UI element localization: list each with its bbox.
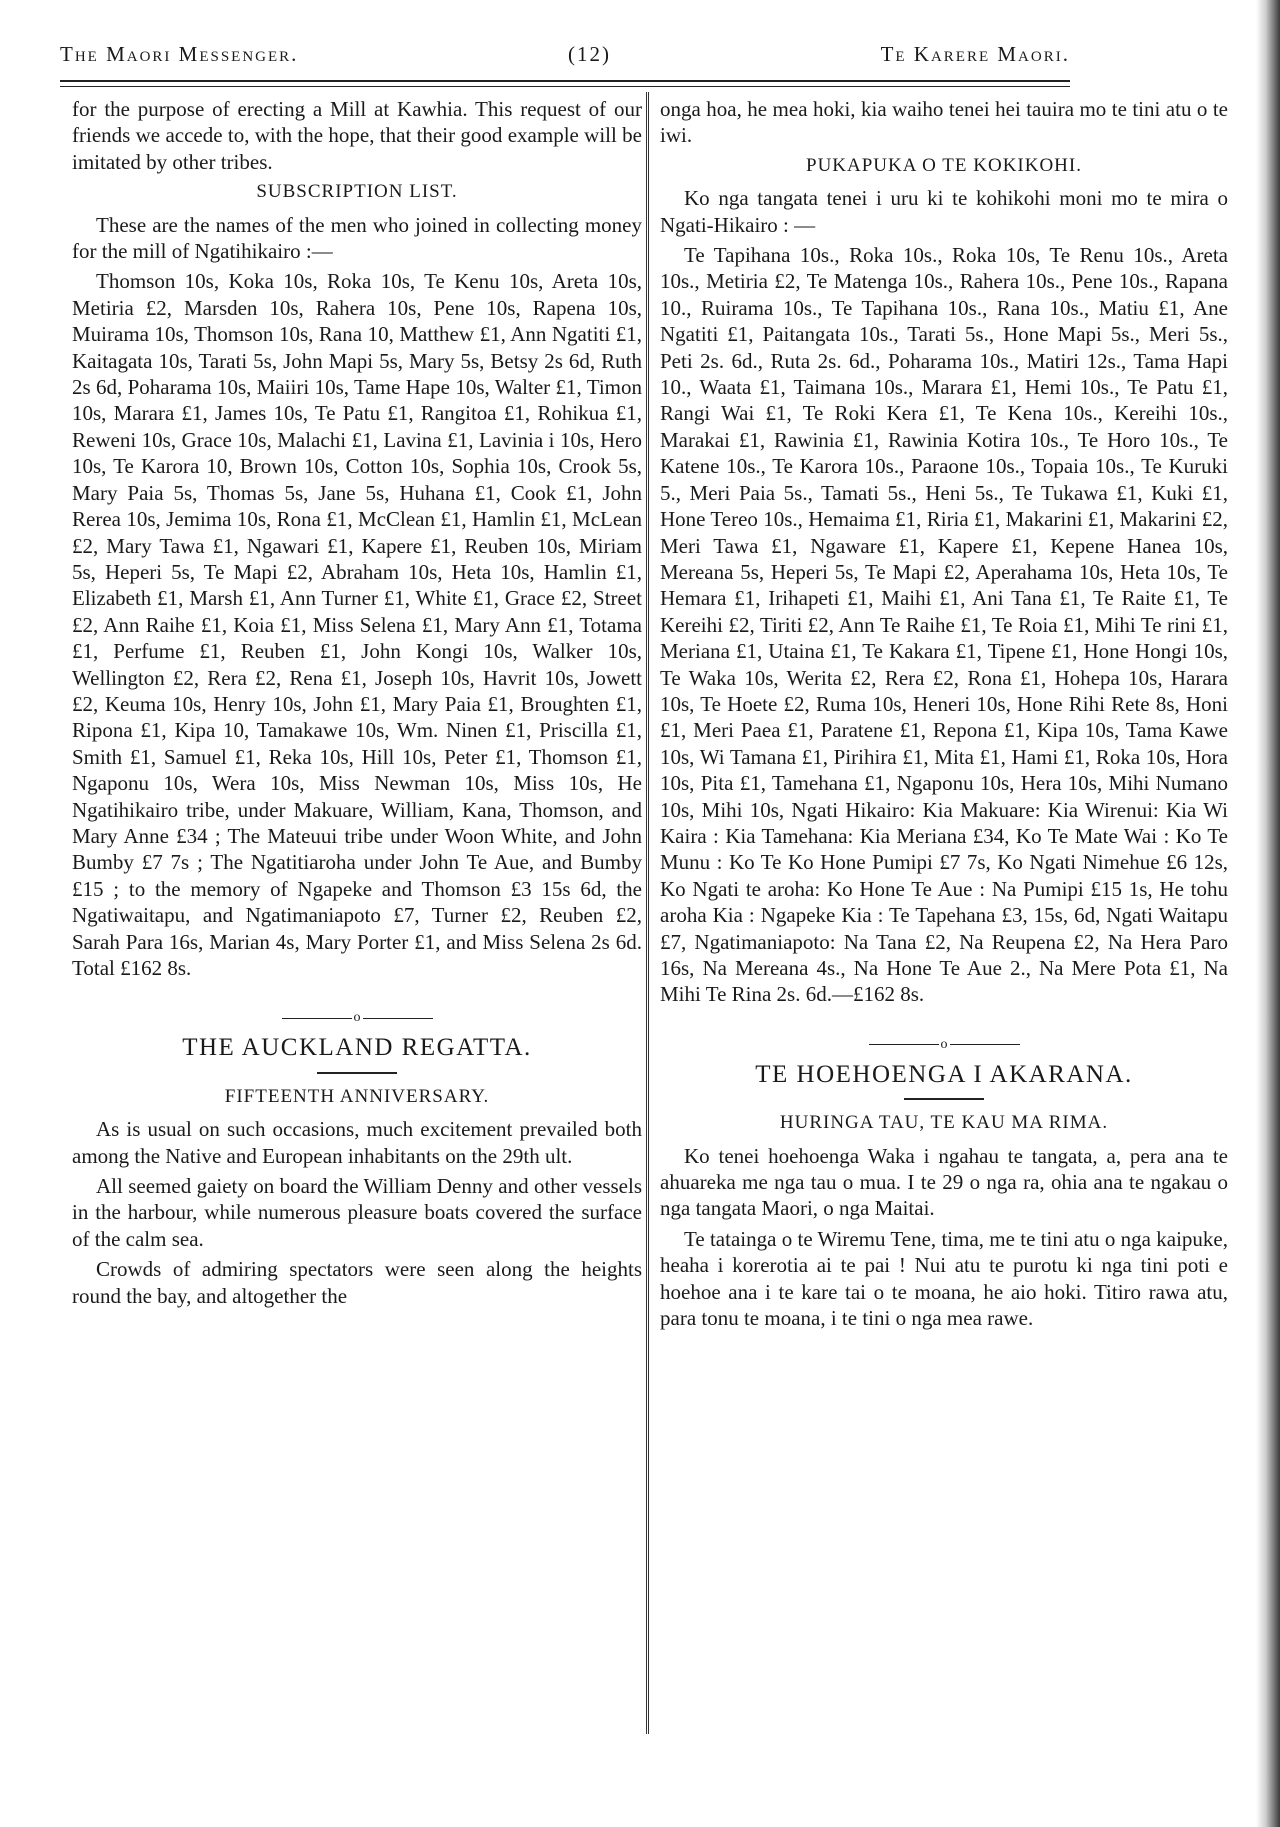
subscription-heading: SUBSCRIPTION LIST. bbox=[256, 181, 458, 203]
regatta-paragraph-1: Ko tenei hoehoenga Waka i ngahau te tangata, a, pera ana te ahuareka me nga tau o mua. I te 29 o nga ra, ohia ana te ngakau o nga tangata Maori, o nga Maitai. bbox=[660, 1143, 1228, 1221]
maori-column bbox=[660, 96, 1228, 1335]
regatta-heading: THE AUCKLAND REGATTA. bbox=[182, 1034, 532, 1062]
heading-rule bbox=[317, 1072, 397, 1074]
page-edge-shadow bbox=[1256, 0, 1280, 1827]
subscription-list: Te Tapihana 10s., Roka 10s., Roka 10s, Te Renu 10s., Areta 10s., Metiria £2, Te Matenga 10s., Rahera 10s., Pene 10s., Rapana 10., Ruirama 10s., Te Tapihana 10s., Rana 10s., Matiu £1, Ane Ngatiti £1, Paitangata 10s., Tarati 5s., Hone Mapi 5s., Meri 5s., Peti 2s. 6d., Ruta 2s. 6d., Poharama 10s., Matiri 12s., Tama Hapi 10., Waata £1, Taimana 10s., Marara £1, Hemi 10s., Te Patu £1, Rangi Wai £1, Te Roki Kera £1, Te Kena 10s., Kereihi 10s., Marakai £1, Rawinia £1, Rawinia Kotira 10s., Te Horo 10s., Te Katene 10s., Te Karora 10s., Paraone 10s., Topaia 10s., Te Kuruki 5., Meri Paia 5s., Tamati 5s., Heni 5s., Te Tukawa £1, Kuki £1, Hone Tereo 10s., Hemaima £1, Riria £1, Makarini £1, Makarini £2, Meri Tawa £1, Ngaware £1, Kapere £1, Kepene Hanea 10s, Mereana 5s, Heperi 5s, Te Mapi £2, Aperahama 10s, Heta 10s, Te Hemara £1, Irihapeti £1, Maihi £1, Ani Tana £1, Te Raite £1, Te Kereihi £2, Tiriti £2, Ann Te Raihe £1, Te Roia £1, Mihi Te rini £1, Meriana £1, Utaina £1, Te Kakara £1, Tipene £1, Hone Hongi 10s, Te Waka 10s, Werita £2, Rera £2, Rona £1, Hohepa 10s, Harara 10s, Te Hoete £2, Ruma 10s, Heneri 10s, Hone Rihi Rete 8s, Honi £1, Meri Paea £1, Paratene £1, Repona £1, Kipa 10s, Tama Kawe 10s, Wi Tamana £1, Pirihira £1, Mita £1, Hami £1, Roka 10s, Hora 10s, Pita £1, Tamehana £1, Ngaponu 10s, Hera 10s, Mihi Numano 10s, Mihi 10s, Ngati Hikairo: Kia Makuare: Kia Wirenui: Kia Wi Kaira : Kia Tamehana: Kia Meriana £34, Ko Te Mate Wai : Ko Te Munu : Ko Te Ko Hone Pumipi £7 7s, Ko Ngati Nimehue £6 12s, Ko Ngati te aroha: Ko Hone Te Aue : Na Pumipi £15 1s, He tohu aroha Kia : Ngapeke Kia : Te Tapehana £3, 15s, 6d, Ngati Waitapu £7, Ngatimaniapoto: Na Tana £2, Na Reupena £2, Na Hera Paro 16s, Na Mereana 4s., Na Hone Te Aue 2., Na Mere Pota £1, Na Mihi Te Rina 2s. 6d.—£162 8s. bbox=[660, 243, 1228, 1007]
section-separator: o bbox=[72, 1011, 642, 1025]
header-rule bbox=[60, 80, 1070, 82]
regatta-heading: TE HOEHOENGA I AKARANA. bbox=[755, 1060, 1133, 1088]
header-page-number: (12) bbox=[568, 41, 611, 66]
column-divider bbox=[646, 92, 650, 1734]
intro-paragraph: onga hoa, he mea hoki, kia waiho tenei hei tauira mo te tini atu o te iwi. bbox=[660, 97, 1228, 148]
subscription-intro: Ko nga tangata tenei i uru ki te kohikohi moni mo te mira o Ngati-Hikairo : — bbox=[660, 186, 1228, 237]
section-separator: o bbox=[660, 1038, 1228, 1052]
subscription-intro: These are the names of the men who joined in collecting money for the mill of Ngatihikairo :— bbox=[72, 212, 642, 264]
header-maori-title: Te Karere Maori. bbox=[880, 41, 1070, 66]
subscription-heading: PUKAPUKA O TE KOKIKOHI. bbox=[806, 154, 1082, 176]
header-english-title: The Maori Messenger. bbox=[60, 41, 299, 66]
english-column bbox=[72, 96, 642, 1313]
regatta-paragraph-2: All seemed gaiety on board the William Denny and other vessels in the harbour, while numerous pleasure boats covered the surface of the calm sea. bbox=[72, 1174, 642, 1251]
subscription-list: Thomson 10s, Koka 10s, Roka 10s, Te Kenu 10s, Areta 10s, Metiria £2, Marsden 10s, Rahera 10s, Pene 10s, Rapena 10s, Muirama 10s, Thomson 10s, Rana 10, Matthew £1, Ann Ngatiti £1, Kaitagata 10s, Tarati 5s, John Mapi 5s, Mary 5s, Betsy 2s 6d, Ruth 2s 6d, Poharama 10s, Maiiri 10s, Tame Hape 10s, Walter £1, Timon 10s, Marara £1, James 10s, Te Patu £1, Rangitoa £1, Rohikua £1, Reweni 10s, Grace 10s, Malachi £1, Lavina £1, Lavinia i 10s, Hero 10s, Te Karora 10, Brown 10s, Cotton 10s, Sophia 10s, Crook 5s, Mary Paia 5s, Thomas 5s, Jane 5s, Huhana £1, Cook £1, John Rerea 10s, Jemima 10s, Rona £1, McClean £1, Hamlin £1, McLean £2, Mary Tawa £1, Ngawari £1, Kapere £1, Reuben 10s, Miriam 5s, Heperi 5s, Te Mapi £2, Abraham 10s, Heta 10s, Hamlin £1, Elizabeth £1, Marsh £1, Ann Turner £1, White £1, Grace £2, Street £2, Ann Raihe £1, Koia £1, Miss Selena £1, Mary Ann £1, Totama £1, Perfume £1, Reuben £1, John Kongi 10s, Walker 10s, Wellington £2, Rera £2, Rena £1, Joseph 10s, Havrit 10s, Jowett £2, Keuma 10s, Henry 10s, John £1, Mary Paia £1, Broughten £1, Ripona £1, Kipa 10, Tamakawe 10s, Wm. Ninen £1, Priscilla £1, Smith £1, Samuel £1, Reka 10s, Hill 10s, Peter £1, Thomson £1, Ngaponu 10s, Wera 10s, Miss Newman 10s, Miss 10s, He Ngatihikairo tribe, under Makuare, William, Kana, Thomson, and Mary Anne £34 ; The Mateuui tribe under Woon White, and John Bumby £7 7s ; The Ngatitiaroha under John Te Aue, and Bumby £15 ; to the memory of Ngapeke and Thomson £3 15s 6d, the Ngatiwaitapu, and Ngatimaniapoto £7, Turner £2, Reuben £2, Sarah Para 16s, Marian 4s, Mary Porter £1, and Miss Selena 2s 6d. Total £162 8s. bbox=[72, 269, 642, 980]
regatta-paragraph-3: Crowds of admiring spectators were seen along the heights round the bay, and altogether the bbox=[72, 1257, 642, 1308]
regatta-subheading: HURINGA TAU, TE KAU MA RIMA. bbox=[779, 1112, 1109, 1134]
header-rule-thin bbox=[60, 86, 1070, 87]
regatta-paragraph-2: Te tatainga o te Wiremu Tene, tima, me te tini atu o nga kaipuke, heaha i korerotia ai te pai ! Nui atu te purotu ki nga tini poti e hoehoe ana i te kare tai o te moana, he aio hoki. Titiro rawa atu, para tonu te moana, i te tini o nga mea rawe. bbox=[660, 1226, 1228, 1331]
page-header bbox=[60, 36, 1070, 72]
regatta-paragraph-1: As is usual on such occasions, much excitement prevailed both among the Native and European inhabitants on the 29th ult. bbox=[72, 1117, 642, 1168]
regatta-subheading: FIFTEENTH ANNIVERSARY. bbox=[224, 1085, 490, 1107]
intro-paragraph: for the purpose of erecting a Mill at Kawhia. This request of our friends we accede to, with the hope, that their good example will be imitated by other tribes. bbox=[72, 97, 642, 174]
heading-rule bbox=[904, 1098, 984, 1100]
